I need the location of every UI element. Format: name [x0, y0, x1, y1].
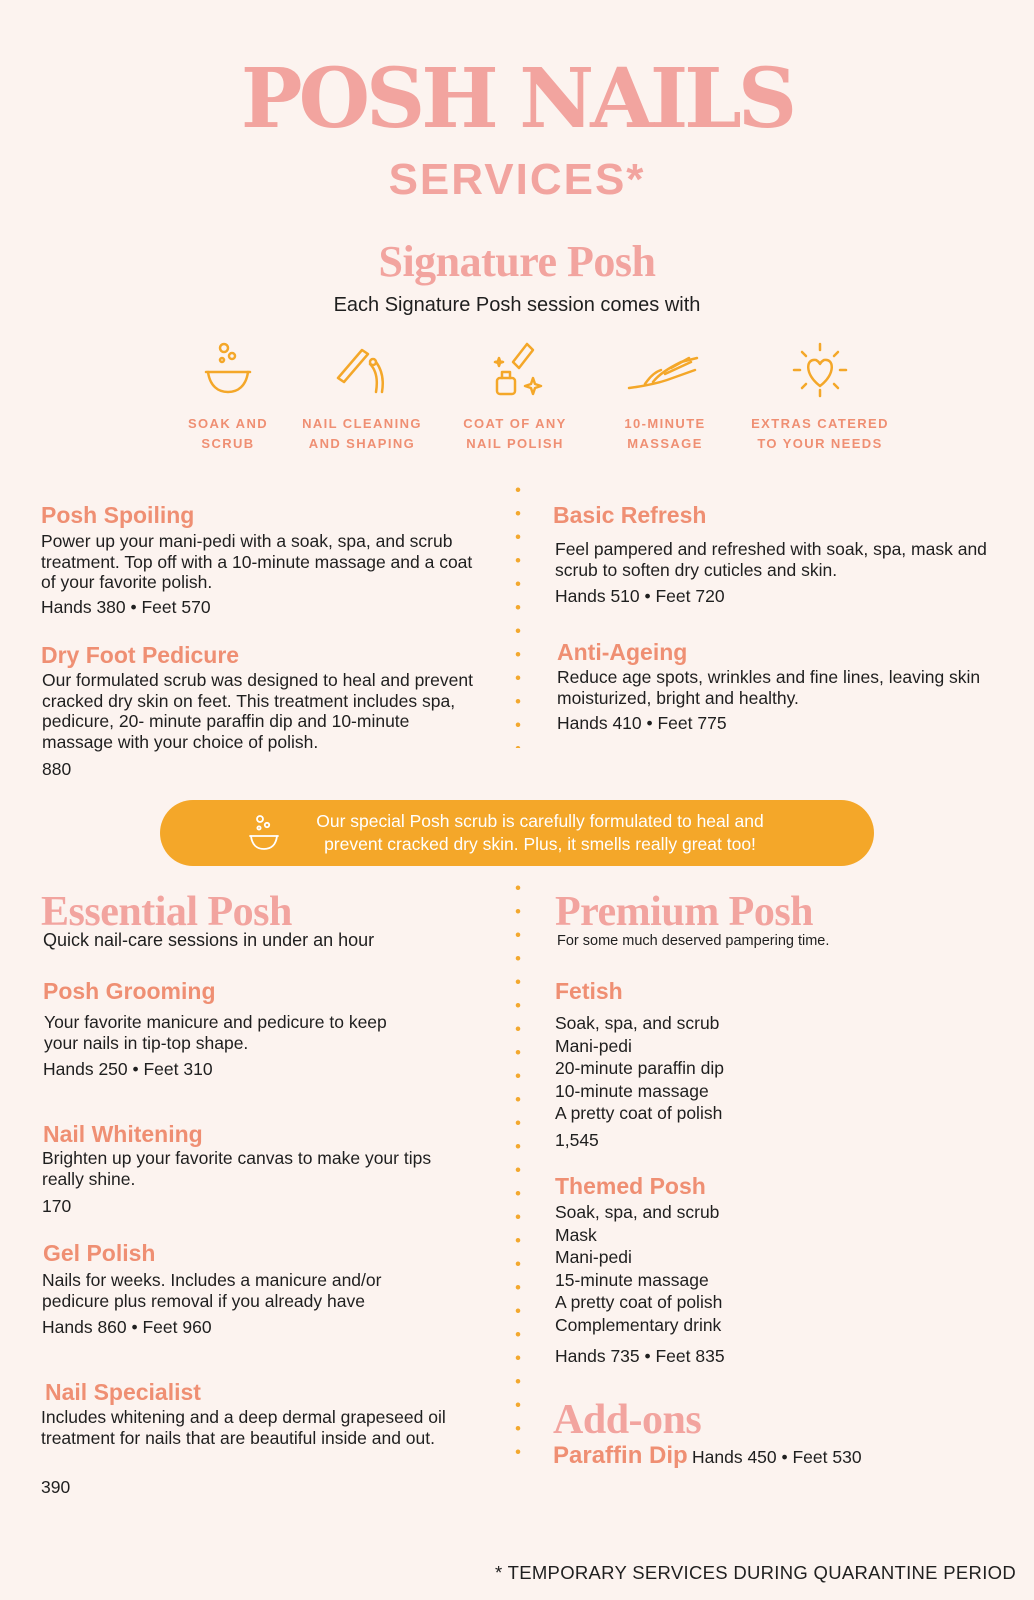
service-description: Our formulated scrub was designed to heal and prevent cracked dry skin on feet. This treatment includes spa, pedicure, 20- minute paraffin dip and 10-minute massage with your choice of polish. [42, 670, 473, 752]
feature-massage [590, 340, 740, 454]
service-price: 1,545 [555, 1130, 599, 1150]
list-item: 15-minute massage [555, 1269, 709, 1290]
column-divider [515, 478, 521, 748]
list-item: Soak, spa, and scrub [555, 1202, 720, 1222]
nail-polish-icon [485, 340, 545, 400]
column-divider [515, 876, 521, 1461]
signature-title: Signature Posh [378, 237, 656, 286]
feature-label: COAT OF ANY NAIL POLISH [463, 416, 567, 451]
nail-tools-icon [332, 340, 392, 400]
banner-text: Our special Posh scrub is carefully formulated to heal and prevent cracked dry skin. Plus, it smells really great too! [316, 811, 764, 854]
premium-subtitle: For some much deserved pampering time. [557, 933, 830, 949]
service-description: Power up your mani-pedi with a soak, spa, and scrub treatment. Top off with a 10-minute massage and a coat of your favorite polish. [41, 531, 473, 592]
sparkle-heart-icon [790, 340, 850, 400]
list-item: Mani-pedi [555, 1035, 632, 1056]
addons-title: Add-ons [553, 1397, 702, 1443]
massage-hand-icon [625, 340, 705, 400]
addon-name: Paraffin Dip [553, 1442, 688, 1469]
addon-price: Hands 450 • Feet 530 [692, 1447, 862, 1467]
service-name: Nail Specialist [45, 1379, 201, 1405]
brand-title: POSH NAILS [240, 51, 794, 147]
essential-subtitle: Quick nail-care sessions in under an hour [43, 930, 375, 950]
service-price: Hands 735 • Feet 835 [555, 1346, 725, 1366]
feature-soak-scrub [153, 340, 303, 454]
themed-inclusions [555, 1201, 722, 1336]
service-name: Posh Grooming [43, 978, 216, 1004]
service-description: Your favorite manicure and pedicure to keep your nails in tip-top shape. [44, 1012, 387, 1053]
service-name: Themed Posh [555, 1173, 706, 1199]
feature-label: SOAK AND SCRUB [187, 416, 269, 451]
service-name: Dry Foot Pedicure [41, 642, 240, 668]
premium-title: Premium Posh [555, 889, 814, 935]
feature-label: EXTRAS CATERED TO YOUR NEEDS [751, 416, 889, 451]
feature-extras [740, 340, 900, 454]
soak-bowl-icon [198, 340, 258, 400]
essential-title: Essential Posh [41, 889, 292, 935]
service-description: Nails for weeks. Includes a manicure and/or pedicure plus removal if you already have [42, 1270, 382, 1311]
feature-label: NAIL CLEANING AND SHAPING [302, 416, 422, 451]
list-item: Soak, spa, and scrub [555, 1013, 720, 1033]
services-subtitle: SERVICES* [388, 155, 646, 204]
feature-nail-polish [440, 340, 590, 454]
service-name: Posh Spoiling [41, 502, 195, 528]
service-price: 390 [41, 1477, 71, 1497]
list-item: 10-minute massage [555, 1080, 709, 1101]
feature-label: 10-MINUTE MASSAGE [624, 416, 706, 451]
service-name: Nail Whitening [43, 1121, 203, 1147]
feature-nail-cleaning [287, 340, 437, 454]
soak-bowl-icon [248, 814, 280, 852]
fetish-inclusions [555, 1012, 724, 1125]
list-item: Complementary drink [555, 1314, 722, 1335]
service-price: 880 [42, 759, 72, 779]
service-name: Fetish [555, 978, 623, 1004]
footnote: * TEMPORARY SERVICES DURING QUARANTINE PERIOD [495, 1562, 1016, 1583]
service-price: Hands 380 • Feet 570 [41, 597, 211, 617]
list-item: Mani-pedi [555, 1247, 632, 1267]
signature-subtitle: Each Signature Posh session comes with [333, 294, 701, 316]
service-price: 170 [42, 1196, 72, 1216]
service-description: Reduce age spots, wrinkles and fine lines, leaving skin moisturized, bright and healthy. [557, 667, 981, 708]
service-description: Feel pampered and refreshed with soak, spa, mask and scrub to soften dry cuticles and skin. [555, 539, 987, 580]
list-item: 20-minute paraffin dip [555, 1058, 724, 1078]
service-price: Hands 250 • Feet 310 [43, 1059, 213, 1079]
service-name: Gel Polish [43, 1240, 156, 1266]
service-description: Includes whitening and a deep dermal grapeseed oil treatment for nails that are beautiful inside and out. [41, 1407, 446, 1448]
service-name: Basic Refresh [553, 502, 707, 528]
service-price: Hands 410 • Feet 775 [557, 713, 727, 733]
service-price: Hands 510 • Feet 720 [555, 586, 725, 606]
scrub-banner [160, 800, 874, 866]
list-item: A pretty coat of polish [555, 1292, 723, 1312]
service-name: Anti-Ageing [557, 639, 688, 665]
service-price: Hands 860 • Feet 960 [42, 1317, 212, 1337]
service-description: Brighten up your favorite canvas to make your tips really shine. [42, 1148, 432, 1189]
list-item: Mask [555, 1224, 597, 1245]
list-item: A pretty coat of polish [555, 1103, 723, 1123]
